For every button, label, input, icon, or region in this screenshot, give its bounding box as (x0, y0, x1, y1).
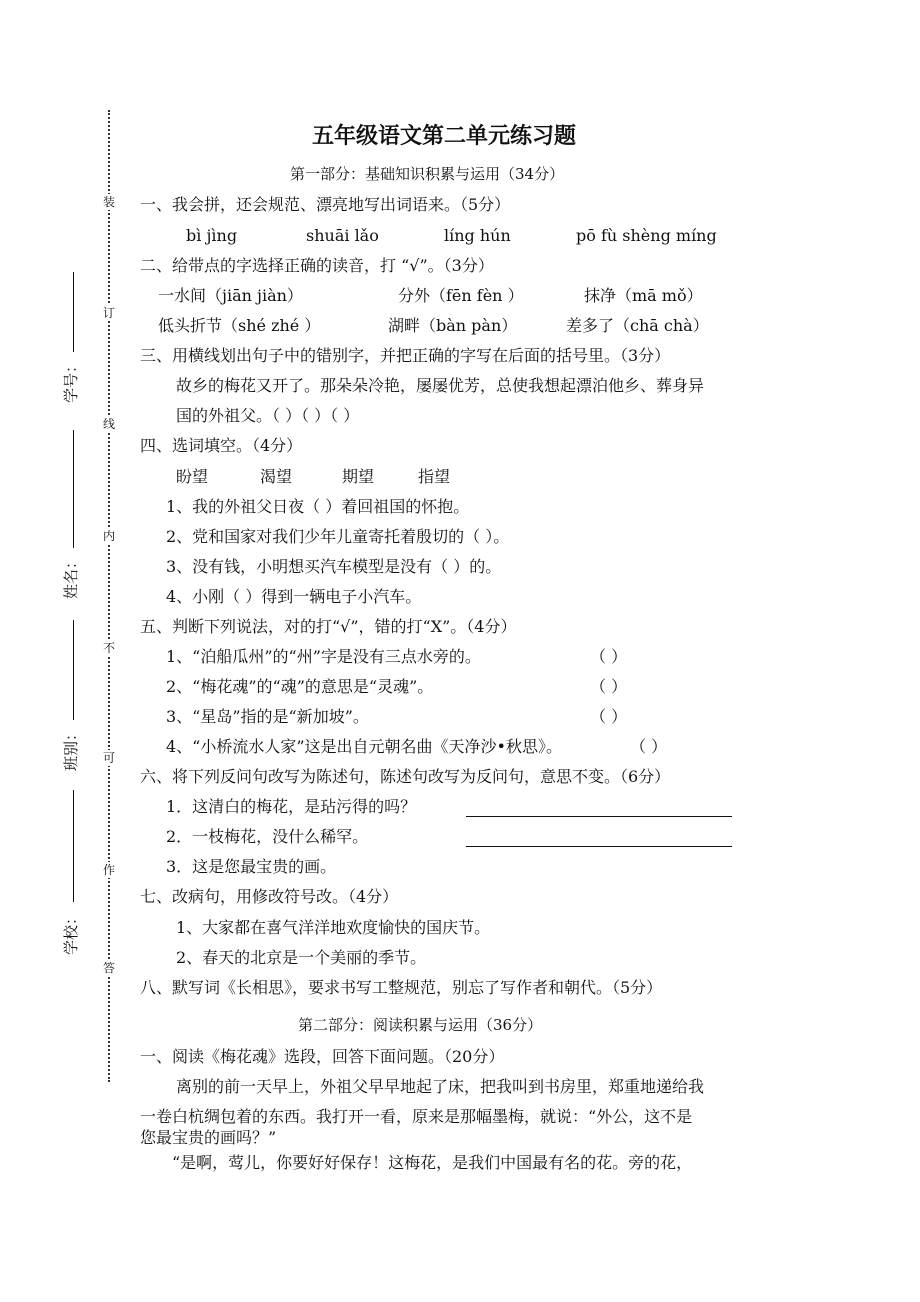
sentence-item: 2、春天的北京是一个美丽的季节。 (176, 948, 427, 967)
word-option: 渴望 (260, 467, 293, 486)
student-id-line[interactable] (73, 272, 74, 352)
judge-paren[interactable]: （ ） (590, 707, 628, 726)
rewrite-item: 3．这是您最宝贵的画。 (166, 857, 337, 876)
binding-char: 装 (103, 195, 116, 209)
q2-text: 二、给带点的字选择正确的读音，打 “√”。（3分） (140, 256, 494, 275)
binding-char: 作 (103, 863, 116, 877)
rewrite-item: 2．一枝梅花，没什么稀罕。 (166, 827, 369, 846)
answer-line[interactable] (466, 816, 732, 817)
binding-char: 不 (103, 641, 116, 655)
q1-text: 一、我会拼，还会规范、漂亮地写出词语来。（5分） (140, 195, 511, 214)
reading-choice[interactable]: 低头折节（shé zhé ） (158, 316, 321, 335)
fill-blank-item[interactable]: 3、没有钱，小明想买汽车模型是没有（ ）的。 (166, 557, 502, 576)
q3-passage-line: 故乡的梅花又开了。那朵朵冷艳，屡屡优芳，总使我想起漂泊他乡、葬身异 (176, 376, 705, 395)
binding-char: 线 (103, 417, 116, 431)
pinyin-item: bì jìng (186, 226, 238, 245)
p2-q1-text: 一、阅读《梅花魂》选段，回答下面问题。（20分） (140, 1047, 505, 1066)
passage-line: “是啊，莺儿，你要好好保存！这梅花，是我们中国最有名的花。旁的花， (172, 1153, 693, 1172)
part2-heading: 第二部分：阅读积累与运用（36分） (298, 1016, 543, 1034)
class-line[interactable] (73, 620, 74, 720)
pinyin-item: líng hún (444, 226, 511, 245)
judge-item: 3、“星岛”指的是“新加坡”。 (166, 707, 369, 726)
fill-blank-item[interactable]: 1、我的外祖父日夜（ ）着回祖国的怀抱。 (166, 497, 470, 516)
binding-char: 可 (103, 751, 116, 765)
judge-paren[interactable]: （ ） (590, 677, 628, 696)
name-line[interactable] (73, 430, 74, 548)
judge-item: 1、“泊船瓜州”的“州”字是没有三点水旁的。 (166, 647, 481, 666)
passage-line: 一卷白杭绸包着的东西。我打开一看，原来是那幅墨梅，就说：“外公，这不是 (140, 1107, 693, 1126)
school-line[interactable] (73, 790, 74, 902)
q4-text: 四、选词填空。（4分） (140, 436, 303, 455)
reading-choice[interactable]: 一水间（jiān jiàn） (158, 286, 303, 305)
binding-char: 订 (103, 306, 116, 320)
q3-text: 三、用横线划出句子中的错别字，并把正确的字写在后面的括号里。（3分） (140, 346, 671, 365)
q5-text: 五、判断下列说法，对的打“√”，错的打“X”。（4分） (140, 617, 517, 636)
binding-dotted-line (108, 110, 110, 1082)
class-label: 班别： (62, 725, 81, 772)
name-label: 姓名： (62, 553, 81, 600)
binding-char: 内 (103, 529, 116, 543)
fill-blank-item[interactable]: 2、党和国家对我们少年儿童寄托着殷切的（ ）。 (166, 527, 510, 546)
student-id-label: 学号： (62, 357, 81, 404)
sentence-item: 1、大家都在喜气洋洋地欢度愉快的国庆节。 (176, 918, 491, 937)
q6-text: 六、将下列反问句改写为陈述句，陈述句改写为反问句，意思不变。（6分） (140, 767, 671, 786)
pinyin-item: shuāi lǎo (306, 226, 379, 245)
page-title: 五年级语文第二单元练习题 (312, 124, 577, 149)
rewrite-item: 1．这清白的梅花，是玷污得的吗？ (166, 797, 417, 816)
binding-char: 答 (103, 961, 116, 975)
judge-item: 2、“梅花魂”的“魂”的意思是“灵魂”。 (166, 677, 434, 696)
word-option: 指望 (418, 467, 451, 486)
word-option: 盼望 (176, 467, 209, 486)
word-option: 期望 (342, 467, 375, 486)
passage-line: 您最宝贵的画吗？” (140, 1128, 277, 1147)
answer-line[interactable] (466, 846, 732, 847)
judge-item: 4、“小桥流水人家”这是出自元朝名曲《天净沙•秋思》。 (166, 737, 562, 756)
passage-line: 离别的前一天早上，外祖父早早地起了床，把我叫到书房里，郑重地递给我 (176, 1077, 705, 1096)
q7-text: 七、改病句，用修改符号改。（4分） (140, 887, 399, 906)
reading-choice[interactable]: 分外（fēn fèn ） (398, 286, 524, 305)
q8-text: 八、默写词《长相思》，要求书写工整规范，别忘了写作者和朝代。（5分） (140, 978, 663, 997)
q3-passage-line[interactable]: 国的外祖父。（ ）（ ）（ ） (176, 406, 360, 425)
part1-heading: 第一部分：基础知识积累与运用（34分） (290, 165, 565, 183)
pinyin-item: pō fù shèng míng (576, 226, 717, 245)
reading-choice[interactable]: 湖畔（bàn pàn） (388, 316, 518, 335)
judge-paren[interactable]: （ ） (590, 647, 628, 666)
reading-choice[interactable]: 差多了（chā chà） (566, 316, 709, 335)
school-label: 学校： (62, 909, 81, 956)
fill-blank-item[interactable]: 4、小刚（ ）得到一辆电子小汽车。 (166, 587, 422, 606)
judge-paren[interactable]: （ ） (630, 737, 668, 756)
reading-choice[interactable]: 抹净（mā mǒ） (584, 286, 703, 305)
